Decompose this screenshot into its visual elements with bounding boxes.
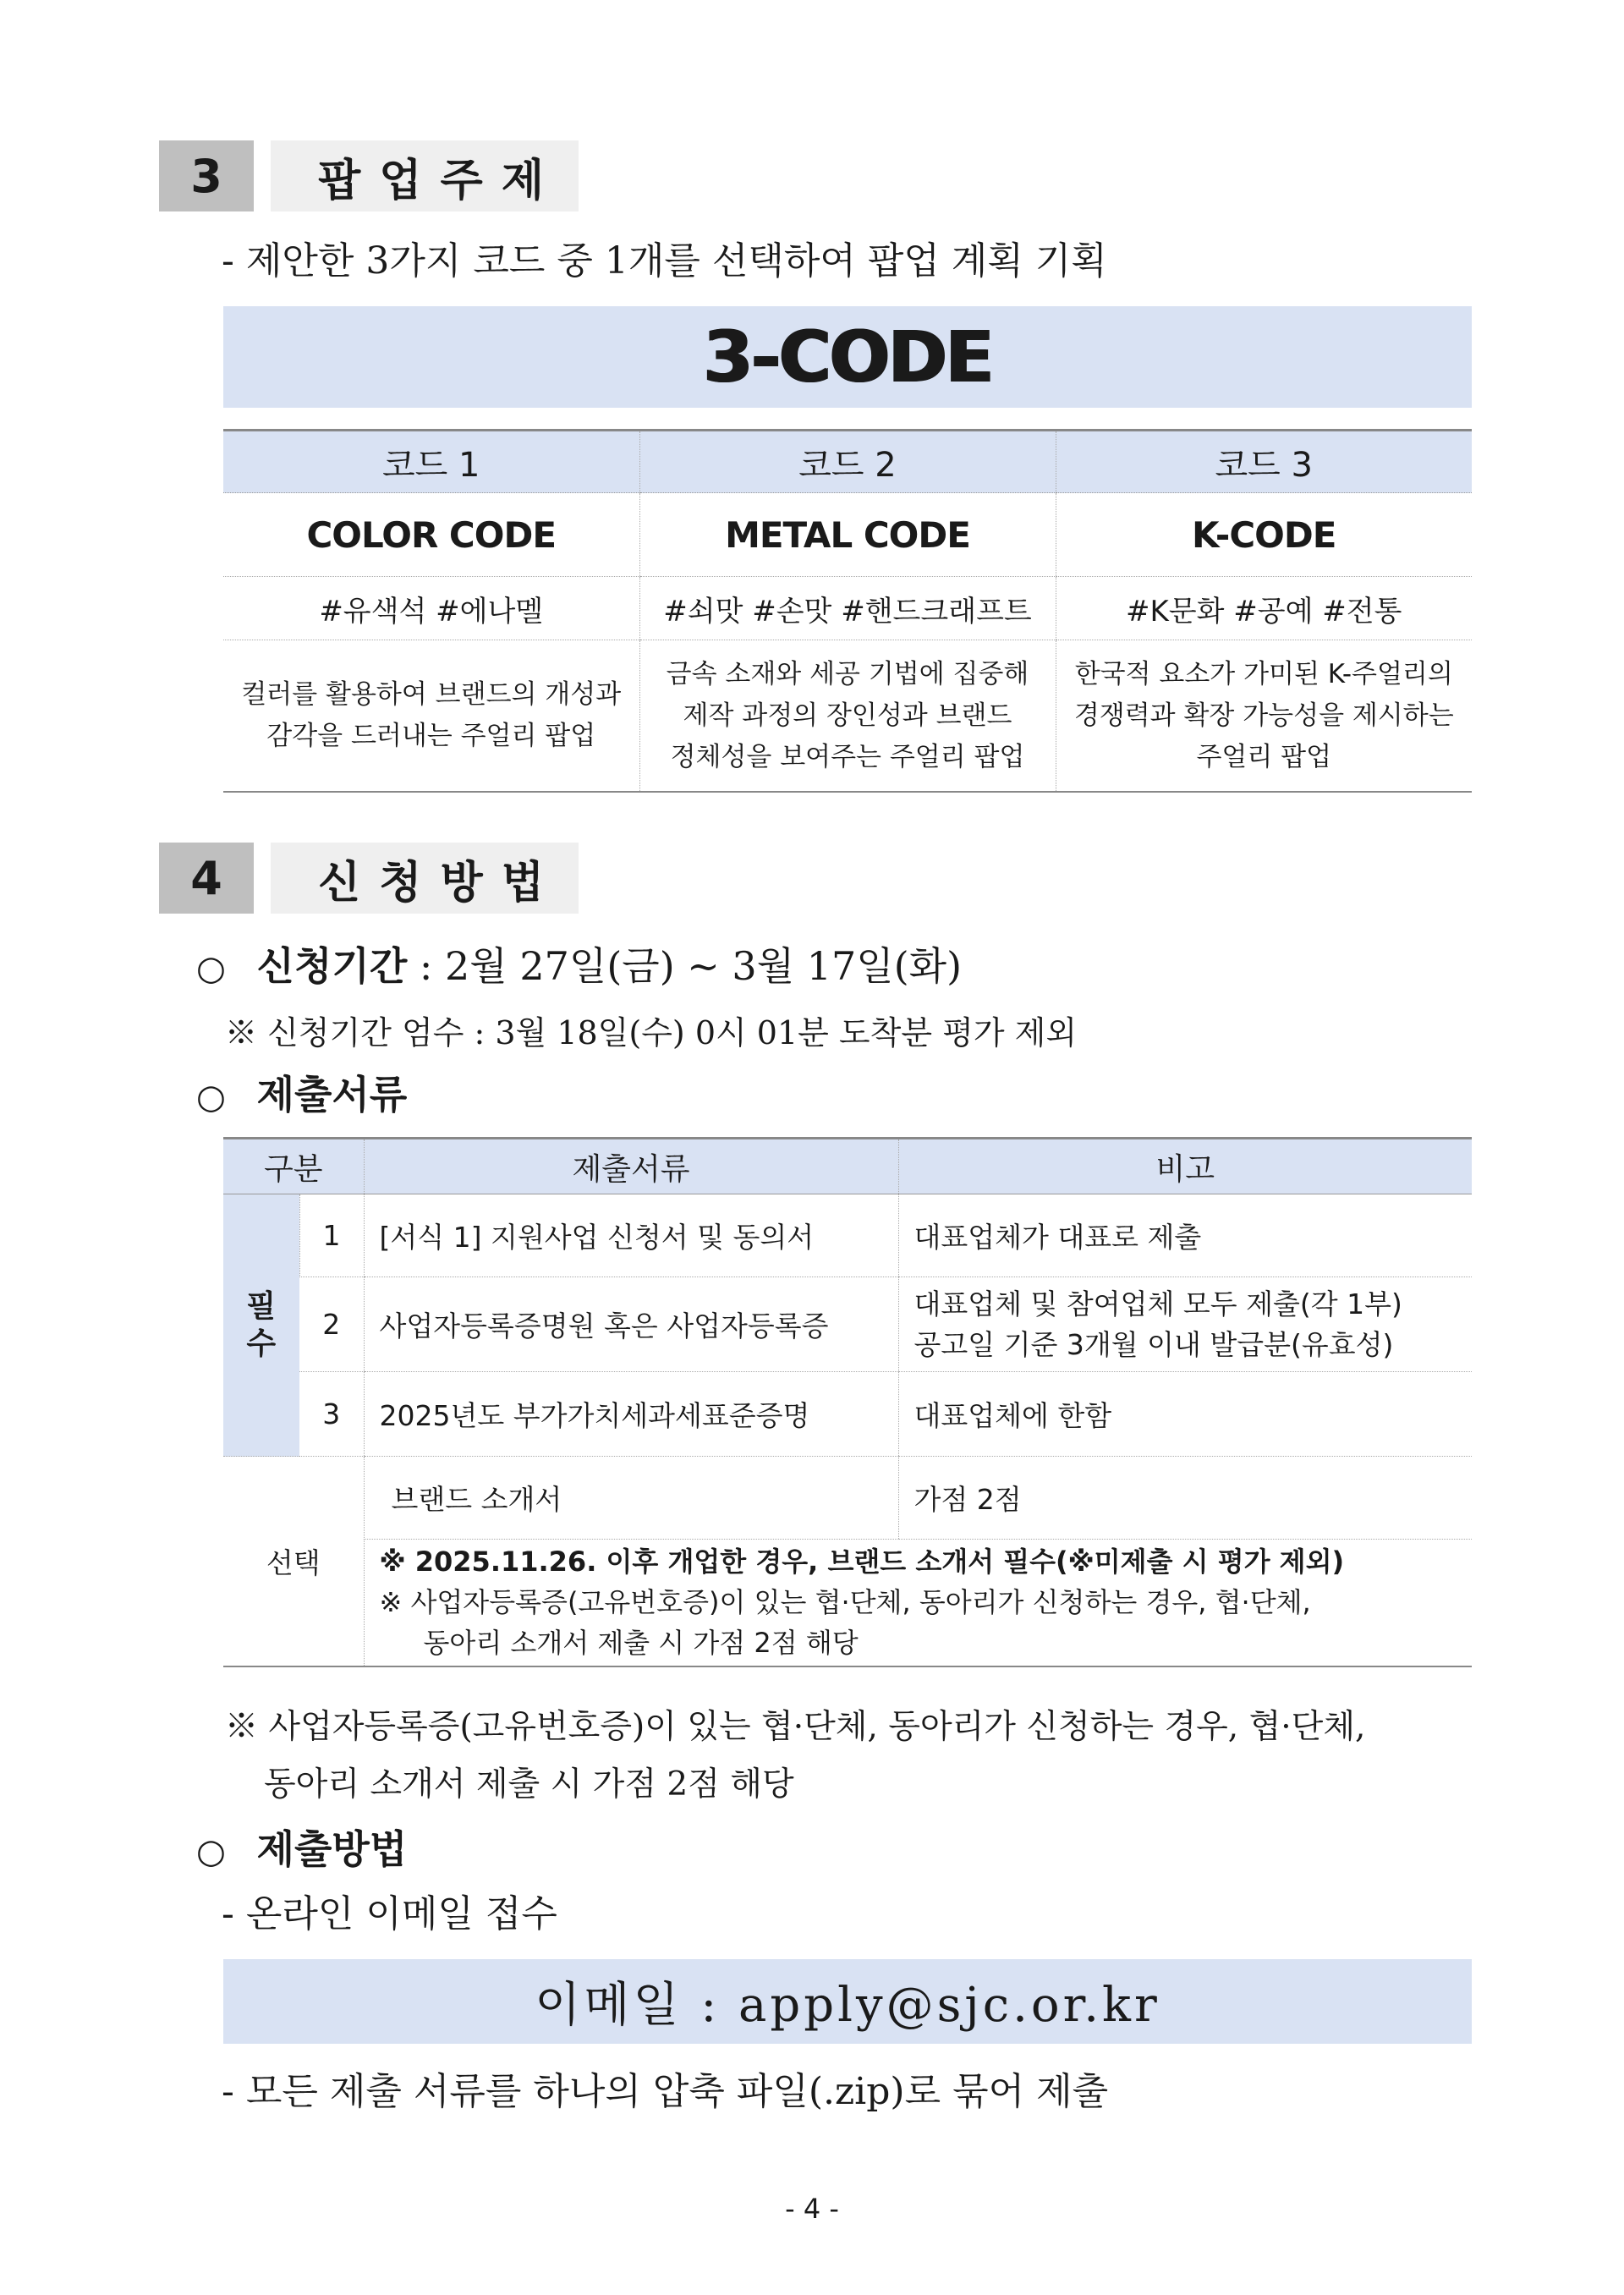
period-note: ※ 신청기간 엄수 : 3월 18일(수) 0시 01분 도착분 평가 제외: [225, 1014, 1078, 1051]
code-header-1: 코드 1: [223, 431, 639, 493]
code-name-1: COLOR CODE: [223, 493, 639, 577]
code-tags-3: #K문화 #공예 #전통: [1056, 577, 1472, 640]
document-note: 가점 2점: [898, 1457, 1472, 1540]
note-line: 대표업체 및 참여업체 모두 제출(각 1부): [914, 1287, 1402, 1320]
document-note: 대표업체에 한함: [898, 1372, 1472, 1457]
email-banner: [223, 1959, 1472, 2044]
docs-header-document: 제출서류: [364, 1139, 898, 1194]
extra-note-line: ※ 사업자등록증(고유번호증)이 있는 협·단체, 동아리가 신청하는 경우, 협·단체,: [225, 1708, 1366, 1746]
period-value: : 2월 27일(금) ~ 3월 17일(화): [407, 943, 963, 989]
row-number: 1: [299, 1194, 364, 1277]
docs-header-remarks: 비고: [898, 1139, 1472, 1194]
document-note: 대표업체가 대표로 제출: [898, 1194, 1472, 1277]
desc-line: 한국적 요소가 가미된 K-주얼리의: [1074, 658, 1453, 689]
docs-header-category: 구분: [223, 1139, 364, 1194]
method-label: 제출방법: [256, 1826, 408, 1872]
banner-title: 3-CODE: [703, 316, 992, 398]
section-number: 3: [159, 140, 254, 211]
group-char: 수: [246, 1326, 277, 1361]
circle-bullet-icon: ○: [196, 1078, 226, 1117]
section-number: 4: [159, 843, 254, 914]
code-desc-1: [223, 640, 639, 793]
code-tags-1: #유색석 #에나멜: [223, 577, 639, 640]
method-heading: [196, 1819, 407, 1875]
remark-line: ※ 2025.11.26. 이후 개업한 경우, 브랜드 소개서 필수(※미제출 시 평가 제외): [379, 1546, 1345, 1578]
code-tags-2: #쇠맛 #손맛 #핸드크래프트: [639, 577, 1056, 640]
group-char: 필: [246, 1288, 277, 1324]
code-desc-3: [1056, 640, 1472, 793]
desc-line: 금속 소재와 세공 기법에 집중해: [666, 658, 1029, 689]
desc-line: 경쟁력과 확장 가능성을 제시하는: [1073, 700, 1454, 731]
document-name: 2025년도 부가가치세과세표준증명: [364, 1372, 898, 1457]
row-number: 3: [299, 1372, 364, 1457]
documents-table: [223, 1137, 1472, 1667]
note-line: 공고일 기준 3개월 이내 발급분(유효성): [914, 1327, 1394, 1361]
docs-heading: [196, 1064, 407, 1120]
docs-label: 제출서류: [256, 1072, 408, 1117]
code-desc-2: [639, 640, 1056, 793]
period-line: [196, 936, 962, 991]
desc-line: 주얼리 팝업: [1196, 741, 1332, 772]
optional-group: 선택: [223, 1457, 364, 1666]
desc-line: 감각을 드러내는 주얼리 팝업: [266, 721, 596, 751]
required-group: [223, 1194, 299, 1457]
email-address[interactable]: 이메일 : apply@sjc.or.kr: [535, 1978, 1160, 2033]
section-title: 신청방법: [271, 843, 579, 914]
page-number: - 4 -: [785, 2193, 839, 2225]
row-number: 2: [299, 1277, 364, 1372]
section-intro: - 제안한 3가지 코드 중 1개를 선택하여 팝업 계획 기획: [222, 239, 1107, 283]
code-name-2: METAL CODE: [639, 493, 1056, 577]
remark-line: 동아리 소개서 제출 시 가점 2점 해당: [423, 1627, 859, 1660]
desc-line: 제작 과정의 장인성과 브랜드: [683, 700, 1012, 731]
circle-bullet-icon: ○: [196, 1832, 226, 1871]
document-name: 브랜드 소개서: [364, 1457, 898, 1540]
code-header-3: 코드 3: [1056, 431, 1472, 493]
document-note: [898, 1277, 1472, 1372]
remark-line: ※ 사업자등록증(고유번호증)이 있는 협·단체, 동아리가 신청하는 경우, 협·단체,: [379, 1586, 1311, 1619]
code-name-3: K-CODE: [1056, 493, 1472, 577]
code-table: [223, 429, 1472, 793]
circle-bullet-icon: ○: [196, 949, 226, 988]
section-title: 팝업주제: [271, 140, 579, 211]
desc-line: 정체성을 보여주는 주얼리 팝업: [670, 741, 1025, 772]
code-header-2: 코드 2: [639, 431, 1056, 493]
document-name: 사업자등록증명원 혹은 사업자등록증: [364, 1277, 898, 1372]
period-label: 신청기간: [256, 943, 408, 989]
three-code-banner: [223, 306, 1472, 408]
zip-line: - 모든 제출 서류를 하나의 압축 파일(.zip)로 묶어 제출: [222, 2070, 1109, 2113]
method-line: - 온라인 이메일 접수: [222, 1892, 557, 1935]
document-name: [서식 1] 지원사업 신청서 및 동의서: [364, 1194, 898, 1277]
extra-note-line: 동아리 소개서 제출 시 가점 2점 해당: [264, 1765, 794, 1804]
desc-line: 컬러를 활용하여 브랜드의 개성과: [241, 679, 622, 710]
optional-remarks: [364, 1540, 1472, 1666]
